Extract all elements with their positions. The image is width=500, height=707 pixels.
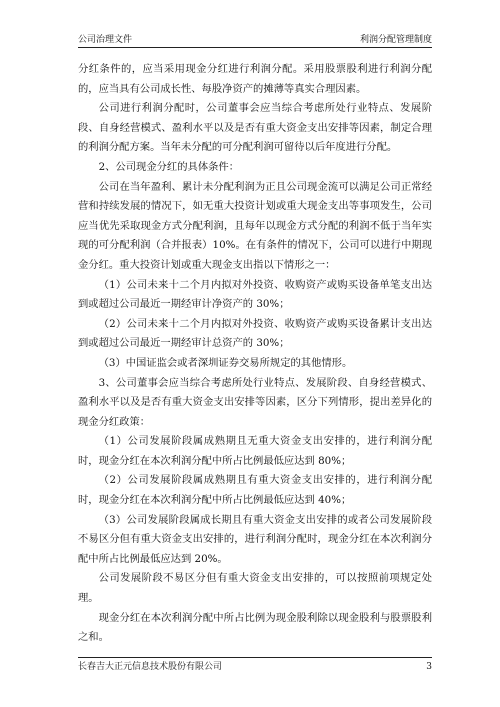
document-body (78, 60, 432, 648)
page-footer (78, 657, 432, 674)
paragraph: 公司在当年盈利、累计未分配利润为正且公司现金流可以满足公司正常经营和持续发展的情况下，如无重大投资计划或重大现金支出等事项发生，公司应当优先采取现金方式分配利润，且每年以现金方式分配的利润不低于当年实现的可分配利润（合并报表）10%。在有条件的情况下，公司可以进行中期现金分红。重大投资计划或重大现金支出指以下情形之一： (78, 180, 432, 271)
paragraph: 公司发展阶段不易区分但有重大资金支出安排的，可以按照前项规定处理。 (78, 572, 432, 605)
section-heading: 2、公司现金分红的具体条件： (98, 160, 240, 173)
footer-company-name: 长春吉大正元信息技术股份有限公司 (78, 662, 223, 672)
paragraph: 公司进行利润分配时，公司董事会应当综合考虑所处行业特点、发展阶段、自身经营模式、盈利水平以及是否有重大资金支出安排等因素，制定合理的利润分配方案。当年未分配的可分配利润可留待以后年度进行分配。 (78, 102, 432, 154)
header-left-title: 公司治理文件 (78, 35, 133, 45)
page-number: 3 (426, 662, 432, 672)
page-header (78, 33, 432, 48)
header-right-title: 利润分配管理制度 (359, 35, 432, 45)
paragraph: 3、公司董事会应当综合考虑所处行业特点、发展阶段、自身经营模式、盈利水平以及是否有重大资金支出安排等因素，区分下列情形，提出差异化的现金分红政策： (78, 376, 432, 428)
paragraph: 分红条件的，应当采用现金分红进行利润分配。采用股票股利进行利润分配的，应当具有公司成长性、每股净资产的摊薄等真实合理因素。 (78, 63, 432, 95)
list-item: （2）公司发展阶段属成熟期且有重大资金支出安排的，进行利润分配时，现金分红在本次利润分配中所占比例最低应达到 40%； (78, 474, 432, 507)
list-item: （2）公司未来十二个月内拟对外投资、收购资产或购买设备累计支出达到或超过公司最近一期经审计总资产的 30%； (78, 317, 432, 350)
paragraph: 现金分红在本次利润分配中所占比例为现金股利除以现金股利与股票股利之和。 (78, 611, 432, 644)
list-item: （3）公司发展阶段属成长期且有重大资金支出安排的或者公司发展阶段不易区分但有重大资金支出安排的，进行利润分配时，现金分红在本次利润分配中所占比例最低应达到 20%。 (78, 513, 432, 565)
list-item: （1）公司发展阶段属成熟期且无重大资金支出安排的，进行利润分配时，现金分红在本次利润分配中所占比例最低应达到 80%； (78, 435, 432, 467)
list-item: （3）中国证监会或者深圳证券交易所规定的其他情形。 (98, 356, 353, 369)
list-item: （1）公司未来十二个月内拟对外投资、收购资产或购买设备单笔支出达到或超过公司最近一期经审计净资产的 30%； (78, 278, 432, 311)
